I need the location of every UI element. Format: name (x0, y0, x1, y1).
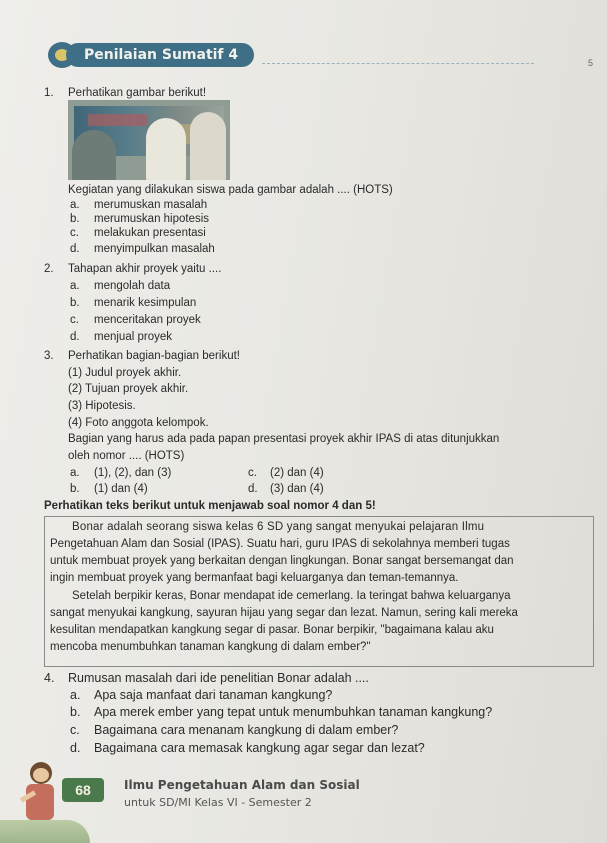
q2-option-letter: b. (70, 297, 80, 309)
q2-question: Tahapan akhir proyek yaitu .... (68, 263, 222, 275)
child-body (26, 784, 54, 820)
q3-prompt: Perhatikan bagian-bagian berikut! (68, 350, 240, 362)
q4-option-text: Apa merek ember yang tepat untuk menumbuhkan tanaman kangkung? (94, 705, 493, 719)
passage-line: kesulitan mendapatkan kangkung segar di pasar. Bonar berpikir, "bagaimana kalau aku (50, 624, 494, 636)
passage-line: ingin membuat proyek yang bermanfaat bagi keluarganya dan teman-temannya. (50, 572, 459, 584)
q2-option-letter: a. (70, 280, 80, 292)
q3-item: (4) Foto anggota kelompok. (68, 417, 209, 429)
q3-item: (3) Hipotesis. (68, 400, 136, 412)
students-presentation-photo (68, 100, 230, 180)
q1-option-letter: b. (70, 213, 80, 225)
q1-option-text: menyimpulkan masalah (94, 243, 215, 255)
q1-option-text: melakukan presentasi (94, 227, 206, 239)
q2-number: 2. (44, 263, 54, 275)
q4-option-text: Apa saja manfaat dari tanaman kangkung? (94, 688, 333, 702)
passage-line: sangat menyukai kangkung, sayuran hijau yang segar dan lezat. Namun, sering kali mereka (50, 607, 518, 619)
q4-option-letter: d. (70, 741, 81, 755)
book-title: Ilmu Pengetahuan Alam dan Sosial (124, 778, 360, 792)
q1-option-letter: d. (70, 243, 80, 255)
q3-option-text: (2) dan (4) (270, 467, 324, 479)
q3-option-letter: a. (70, 467, 80, 479)
q4-number: 4. (44, 671, 55, 685)
q1-question: Kegiatan yang dilakukan siswa pada gambar adalah .... (HOTS) (68, 184, 393, 196)
q2-option-text: menarik kesimpulan (94, 297, 197, 309)
q4-option-text: Bagaimana cara menanam kangkung di dalam ember? (94, 723, 399, 737)
q1-option-letter: c. (70, 227, 79, 239)
passage-line: Setelah berpikir keras, Bonar mendapat ide cemerlang. Ia teringat bahwa keluarganya (72, 590, 511, 602)
child-illustration (22, 762, 58, 832)
header-divider (262, 63, 534, 64)
q2-option-text: menceritakan proyek (94, 314, 201, 326)
q3-question-line: oleh nomor .... (HOTS) (68, 450, 185, 462)
passage-line: Bonar adalah seorang siswa kelas 6 SD yang sangat menyukai pelajaran Ilmu (72, 521, 485, 533)
passage-heading: Perhatikan teks berikut untuk menjawab soal nomor 4 dan 5! (44, 500, 376, 512)
q3-option-text: (3) dan (4) (270, 483, 324, 495)
q1-prompt: Perhatikan gambar berikut! (68, 87, 207, 99)
q3-question-line: Bagian yang harus ada pada papan presentasi proyek akhir IPAS di atas ditunjukkan (68, 433, 500, 445)
book-subtitle: untuk SD/MI Kelas VI - Semester 2 (124, 796, 312, 809)
q1-number: 1. (44, 87, 54, 99)
student-figure (190, 112, 226, 180)
q3-option-letter: d. (248, 483, 258, 495)
q1-option-text: merumuskan hipotesis (94, 213, 210, 225)
page-mark: 5 (588, 58, 594, 68)
q4-question: Rumusan masalah dari ide penelitian Bonar adalah .... (68, 671, 369, 685)
q3-option-letter: c. (248, 467, 257, 479)
q2-option-letter: d. (70, 331, 80, 343)
student-figure (146, 118, 186, 180)
q2-option-letter: c. (70, 314, 79, 326)
q3-item: (2) Tujuan proyek akhir. (68, 383, 189, 395)
q4-option-text: Bagaimana cara memasak kangkung agar segar dan lezat? (94, 741, 425, 755)
q3-option-letter: b. (70, 483, 80, 495)
passage-line: untuk membuat proyek yang berkaitan dengan lingkungan. Bonar sangat bersemangat dan (50, 555, 514, 567)
q3-number: 3. (44, 350, 54, 362)
section-title: Penilaian Sumatif 4 (66, 43, 254, 67)
q3-item: (1) Judul proyek akhir. (68, 367, 182, 379)
q3-option-text: (1) dan (4) (94, 483, 148, 495)
child-face (33, 768, 49, 782)
q3-option-text: (1), (2), dan (3) (94, 467, 172, 479)
q4-option-letter: a. (70, 688, 81, 702)
child-arm (20, 790, 36, 802)
q1-option-letter: a. (70, 199, 80, 211)
q2-option-text: mengolah data (94, 280, 171, 292)
passage-line: Pengetahuan Alam dan Sosial (IPAS). Suatu hari, guru IPAS di sekolahnya memberi tugas (50, 538, 510, 550)
q1-option-text: merumuskan masalah (94, 199, 208, 211)
passage-line: mencoba menumbuhkan tanaman kangkung di dalam ember?" (50, 641, 371, 653)
q4-option-letter: b. (70, 705, 81, 719)
student-figure (72, 130, 116, 180)
q2-option-text: menjual proyek (94, 331, 172, 343)
q4-option-letter: c. (70, 723, 80, 737)
page-number-badge: 68 (62, 778, 104, 802)
